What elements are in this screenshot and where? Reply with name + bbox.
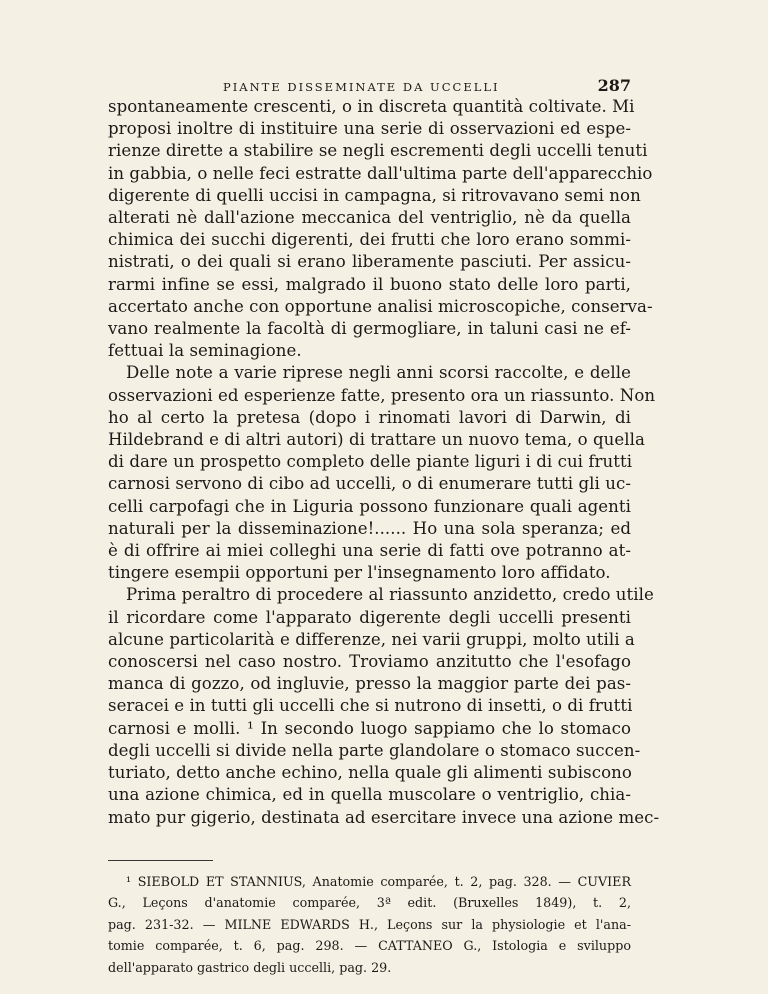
text-line: carnosi e molli. ¹ In secondo luogo sappiamo che lo stomaco — [108, 718, 631, 738]
text-line: fettuai la seminagione. — [108, 341, 302, 361]
footnote-rule — [108, 860, 213, 861]
text-line: celli carpofagi che in Liguria possono funzionare quali agenti — [108, 496, 631, 516]
text-line: vano realmente la facoltà di germogliare, in taluni casi ne ef- — [108, 319, 631, 339]
text-line: Hildebrand e di altri autori) di trattare un nuovo tema, o quella — [108, 430, 645, 450]
body-text — [108, 96, 660, 829]
text-line: rienze dirette a stabilire se negli escrementi degli uccelli tenuti — [108, 141, 648, 161]
text-line: accertato anche con opportune analisi microscopiche, conserva- — [108, 296, 653, 316]
text-line: spontaneamente crescenti, o in discreta quantità coltivate. Mi — [108, 97, 635, 116]
text-line: chimica dei succhi digerenti, dei frutti che loro erano sommi- — [108, 230, 631, 250]
text-line: il ricordare come l'apparato digerente degli uccelli presenti — [108, 607, 631, 627]
text-line: Delle note a varie riprese negli anni scorsi raccolte, e delle — [126, 363, 631, 383]
text-line: turiato, detto anche echino, nella quale gli alimenti subiscono — [108, 763, 632, 783]
running-header — [223, 76, 631, 96]
running-title: PIANTE DISSEMINATE DA UCCELLI — [223, 80, 500, 94]
footnote-line: ¹ SIEBOLD ET STANNIUS, Anatomie comparée, t. 2, pag. 328. — CUVIER — [126, 873, 631, 889]
footnotes — [108, 871, 631, 979]
text-line: di dare un prospetto completo delle piante liguri i di cui frutti — [108, 452, 633, 472]
text-line: tingere esempii opportuni per l'insegnamento loro affidato. — [108, 563, 611, 583]
text-line: nistrati, o dei quali si erano liberamente pasciuti. Per assicu- — [108, 252, 631, 272]
text-line: una azione chimica, ed in quella muscolare o ventriglio, chia- — [108, 785, 631, 805]
footnote-line: tomie comparée, t. 6, pag. 298. — CATTANEO G., Istologia e sviluppo — [108, 938, 631, 954]
text-line: digerente di quelli uccisi in campagna, si ritrovavano semi non — [108, 185, 641, 205]
text-line: alcune particolarità e differenze, nei varii gruppi, molto utili a — [108, 629, 635, 649]
page-number: 287 — [597, 76, 631, 95]
text-line: proposi inoltre di instituire una serie di osservazioni ed espe- — [108, 119, 631, 139]
text-line: osservazioni ed esperienze fatte, presento ora un riassunto. Non — [108, 385, 656, 405]
text-line: ho al certo la pretesa (dopo i rinomati lavori di Darwin, di — [108, 407, 631, 427]
text-line: alterati nè dall'azione meccanica del ventriglio, nè da quella — [108, 208, 631, 228]
text-line: naturali per la disseminazione!...... Ho una sola speranza; ed — [108, 518, 631, 538]
text-line: conoscersi nel caso nostro. Troviamo anzitutto che l'esofago — [108, 652, 631, 672]
footnote-line: pag. 231-32. — MILNE EDWARDS H., Leçons sur la physiologie et l'ana- — [108, 916, 631, 932]
text-line: carnosi servono di cibo ad uccelli, o di enumerare tutti gli uc- — [108, 474, 631, 494]
text-line: rarmi infine se essi, malgrado il buono stato delle loro parti, — [108, 274, 631, 294]
text-line: Prima peraltro di procedere al riassunto anzidetto, credo utile — [126, 585, 654, 605]
text-line: seracei e in tutti gli uccelli che si nutrono di insetti, o di frutti — [108, 696, 633, 716]
footnote-line: dell'apparato gastrico degli uccelli, pag. 29. — [108, 959, 392, 975]
text-line: in gabbia, o nelle feci estratte dall'ultima parte dell'apparecchio — [108, 163, 653, 183]
text-line: è di offrire ai miei colleghi una serie di fatti ove potranno at- — [108, 541, 631, 561]
footnote-line: G., Leçons d'anatomie comparée, 3ª edit. (Bruxelles 1849), t. 2, — [108, 895, 631, 911]
text-line: mato pur gigerio, destinata ad esercitare invece una azione mec- — [108, 807, 660, 827]
text-line: manca di gozzo, od ingluvie, presso la maggior parte dei pas- — [108, 674, 631, 694]
text-line: degli uccelli si divide nella parte glandolare o stomaco succen- — [108, 740, 641, 760]
